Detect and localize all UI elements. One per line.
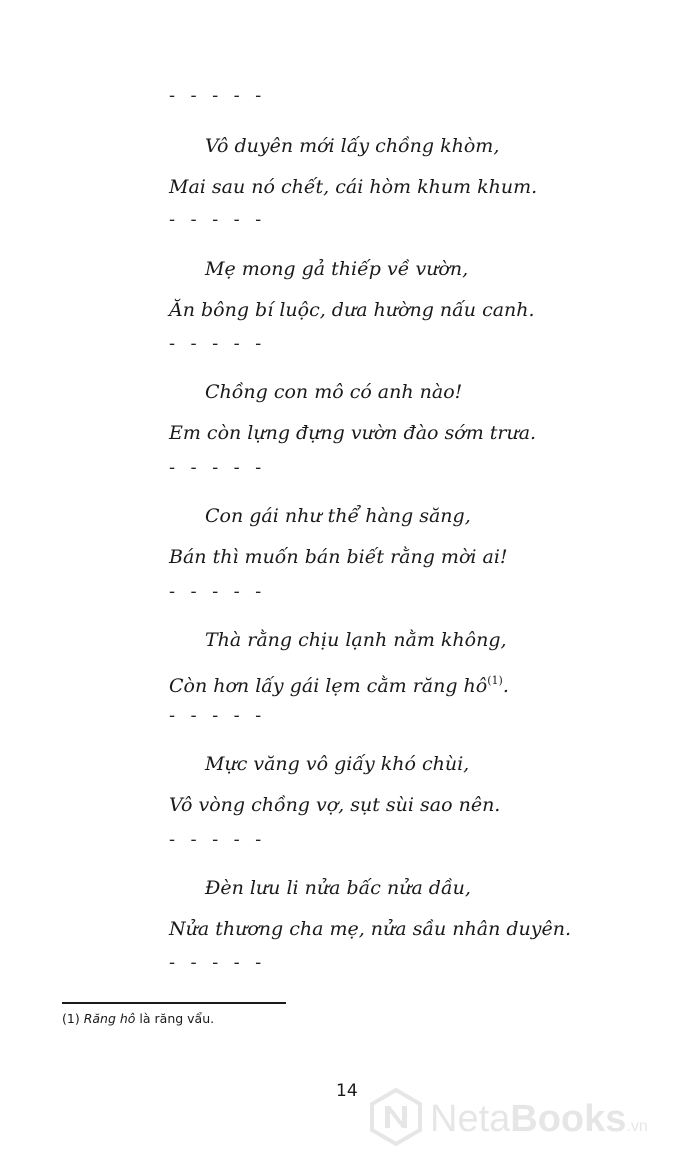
stanza-separator: - - - - -: [169, 830, 267, 850]
verse-text: Còn hơn lấy gái lẹm cằm răng hô: [169, 675, 488, 697]
verse-line: Con gái như thể hàng săng,: [205, 505, 471, 527]
verse-end-punctuation: .: [502, 675, 509, 697]
footnote-text: là răng vẩu.: [135, 1011, 215, 1026]
verse-line: Bán thì muốn bán biết rằng mời ai!: [169, 546, 508, 568]
footnote: [62, 1011, 214, 1026]
verse-line: Mai sau nó chết, cái hòm khum khum.: [169, 176, 538, 198]
stanza-separator: - - - - -: [169, 458, 267, 478]
verse-line: Vô duyên mới lấy chồng khòm,: [205, 135, 500, 157]
stanza-separator: - - - - -: [169, 86, 267, 106]
page-number: 14: [336, 1081, 358, 1101]
footnote-term: Răng hô: [83, 1011, 136, 1026]
stanza-separator: - - - - -: [169, 210, 267, 230]
netabooks-watermark: [368, 1086, 688, 1146]
stanza-separator: - - - - -: [169, 953, 267, 973]
verse-line: Mực văng vô giấy khó chùi,: [205, 753, 470, 775]
stanza-separator: - - - - -: [169, 582, 267, 602]
footnote-divider: [62, 1002, 286, 1004]
verse-line: Mẹ mong gả thiếp về vườn,: [205, 258, 469, 280]
verse-line: Em còn lựng đựng vườn đào sớm trưa.: [169, 422, 537, 444]
stanza-separator: - - - - -: [169, 706, 267, 726]
watermark-brand: NetaBooks.vn: [430, 1098, 648, 1140]
verse-line: Vô vòng chồng vợ, sụt sùi sao nên.: [169, 794, 501, 816]
verse-line: Ăn bông bí luộc, dưa hường nấu canh.: [169, 299, 535, 321]
verse-line-with-footnote: [169, 669, 509, 698]
verse-line: Thà rằng chịu lạnh nằm không,: [205, 629, 507, 651]
verse-line: Nửa thương cha mẹ, nửa sầu nhân duyên.: [169, 918, 572, 940]
stanza-separator: - - - - -: [169, 334, 267, 354]
footnote-marker: (1): [62, 1011, 80, 1026]
footnote-reference: (1): [487, 674, 503, 687]
verse-line: Chồng con mô có anh nào!: [205, 381, 463, 403]
netabooks-logo-icon: [368, 1086, 688, 1146]
verse-line: Đèn lưu li nửa bấc nửa dầu,: [205, 877, 471, 899]
